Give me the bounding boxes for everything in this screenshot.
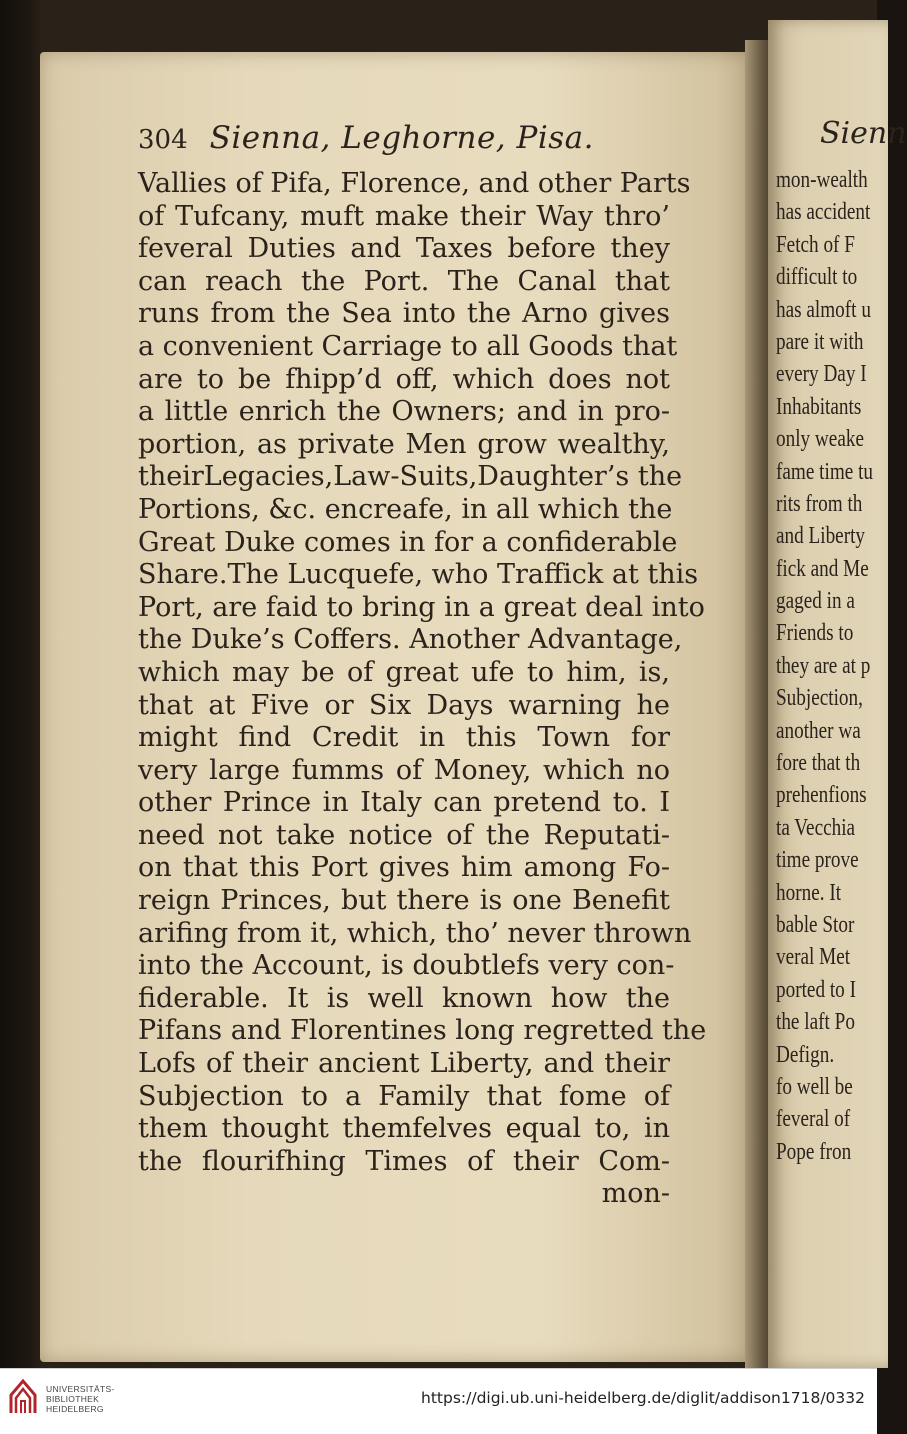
right-page-text-line: fore that th [776, 750, 861, 777]
text-line: them thought themfelves equal to, in [138, 1113, 670, 1145]
right-page-text-line: only weake [776, 426, 864, 453]
right-page-running-title: Sienn [820, 116, 907, 151]
page-number: 304 [138, 125, 188, 155]
right-page-text-line: has almoft u [776, 296, 871, 323]
text-line: portion, as private Men grow wealthy, [138, 428, 670, 460]
text-line: runs from the Sea into the Arno gives [138, 298, 670, 330]
text-line: fiderable. It is well known how the [138, 982, 670, 1014]
right-page-text-line: Fetch of F [776, 231, 855, 258]
running-title: Sienna, Leghorne, Pisa. [209, 120, 595, 156]
right-page-text-line: veral Met [776, 944, 851, 971]
logo-line: UNIVERSITÄTS- [46, 1384, 115, 1394]
right-page-text-line: pare it with [776, 328, 864, 355]
right-page-text-line: horne. It [776, 879, 842, 906]
text-line: a convenient Carriage to all Goods that [138, 330, 678, 362]
text-line: Great Duke comes in for a confiderable [138, 526, 678, 558]
text-line: into the Account, is doubtlefs very con- [138, 950, 675, 982]
right-page-text-line: and Liberty [776, 523, 866, 550]
text-line: arifing from it, which, tho’ never thrown [138, 917, 692, 949]
right-page-text-line: difficult to [776, 264, 858, 291]
university-library-logo-icon[interactable] [8, 1377, 38, 1417]
right-page-text-line: Defign. [776, 1041, 835, 1068]
right-page-text-line: the laft Po [776, 1009, 855, 1036]
text-line: theirLegacies,Law-Suits,Daughter’s the [138, 461, 683, 493]
text-line: need not take notice of the Reputati- [138, 819, 670, 851]
text-line: the flourifhing Times of their Com- [138, 1145, 670, 1177]
right-page-text-line: fo well be [776, 1073, 853, 1100]
right-page-text-line: prehenfions [776, 782, 867, 809]
library-logo-text [46, 1384, 115, 1414]
right-page [768, 20, 907, 1368]
right-page-text-line: has accident [776, 199, 871, 226]
text-line: Subjection to a Family that fome of [138, 1080, 670, 1112]
left-page-text [138, 120, 707, 1211]
right-page-text-line: time prove [776, 847, 859, 874]
text-line: Pifans and Florentines long regretted the [138, 1015, 707, 1047]
text-line: Port, are faid to bring in a great deal into [138, 591, 705, 623]
text-line: on that this Port gives him among Fo- [138, 852, 670, 884]
right-page-text-line: fame time tu [776, 458, 874, 485]
text-line: very large fumms of Money, which no [138, 754, 670, 786]
text-line: Vallies of Pifa, Florence, and other Parts [138, 168, 691, 199]
text-line: feveral Duties and Taxes before they [138, 233, 670, 265]
text-line: reign Princes, but there is one Benefit [138, 885, 670, 917]
right-page-text-line: gaged in a [776, 588, 855, 615]
right-page-text-line: another wa [776, 717, 861, 744]
text-line: other Prince in Italy can pretend to. I [138, 787, 670, 819]
logo-line: HEIDELBERG [46, 1404, 104, 1414]
body-text-lines [138, 168, 707, 1211]
right-page-text-line: feveral of [776, 1106, 851, 1133]
text-line: a little enrich the Owners; and in pro- [138, 396, 670, 428]
text-line: are to be fhipp’d off, which does not [138, 363, 670, 395]
text-line: that at Five or Six Days warning he [138, 689, 670, 721]
text-line: Portions, &c. encreafe, in all which the [138, 493, 673, 525]
permalink-url[interactable]: https://digi.ub.uni-heidelberg.de/diglit/addison1718/0332 [421, 1389, 865, 1407]
right-page-text-line: ta Vecchia [776, 814, 856, 841]
right-page-text-line: fick and Me [776, 555, 869, 582]
right-page-text-line: Subjection, [776, 685, 863, 712]
page-header [138, 120, 670, 168]
right-page-text-line: rits from th [776, 490, 863, 517]
right-page-text-line: they are at p [776, 652, 871, 679]
text-line: of Tufcany, muft make their Way thro’ [138, 200, 670, 232]
right-page-text-line: mon-wealth [776, 167, 868, 193]
right-page-text-line: Pope fron [776, 1138, 852, 1165]
text-line: Lofs of their ancient Liberty, and their [138, 1048, 670, 1080]
text-line: mon- [601, 1178, 670, 1210]
text-line: Share.The Lucquefe, who Traffick at this [138, 559, 699, 591]
right-page-text-line: every Day I [776, 361, 867, 388]
right-page-text-line: Friends to [776, 620, 854, 647]
text-line: might find Credit in this Town for [138, 722, 670, 754]
viewer-footer [0, 1368, 877, 1434]
text-line: can reach the Port. The Canal that [138, 265, 670, 297]
right-page-text-line: bable Stor [776, 911, 855, 938]
text-line: which may be of great ufe to him, is, [138, 656, 670, 688]
right-page-text-line: ported to I [776, 976, 856, 1003]
text-line: the Duke’s Coffers. Another Advantage, [138, 624, 683, 656]
right-page-text-lines [776, 164, 897, 1168]
logo-line: BIBLIOTHEK [46, 1394, 100, 1404]
right-page-text-line: Inhabitants [776, 393, 862, 420]
